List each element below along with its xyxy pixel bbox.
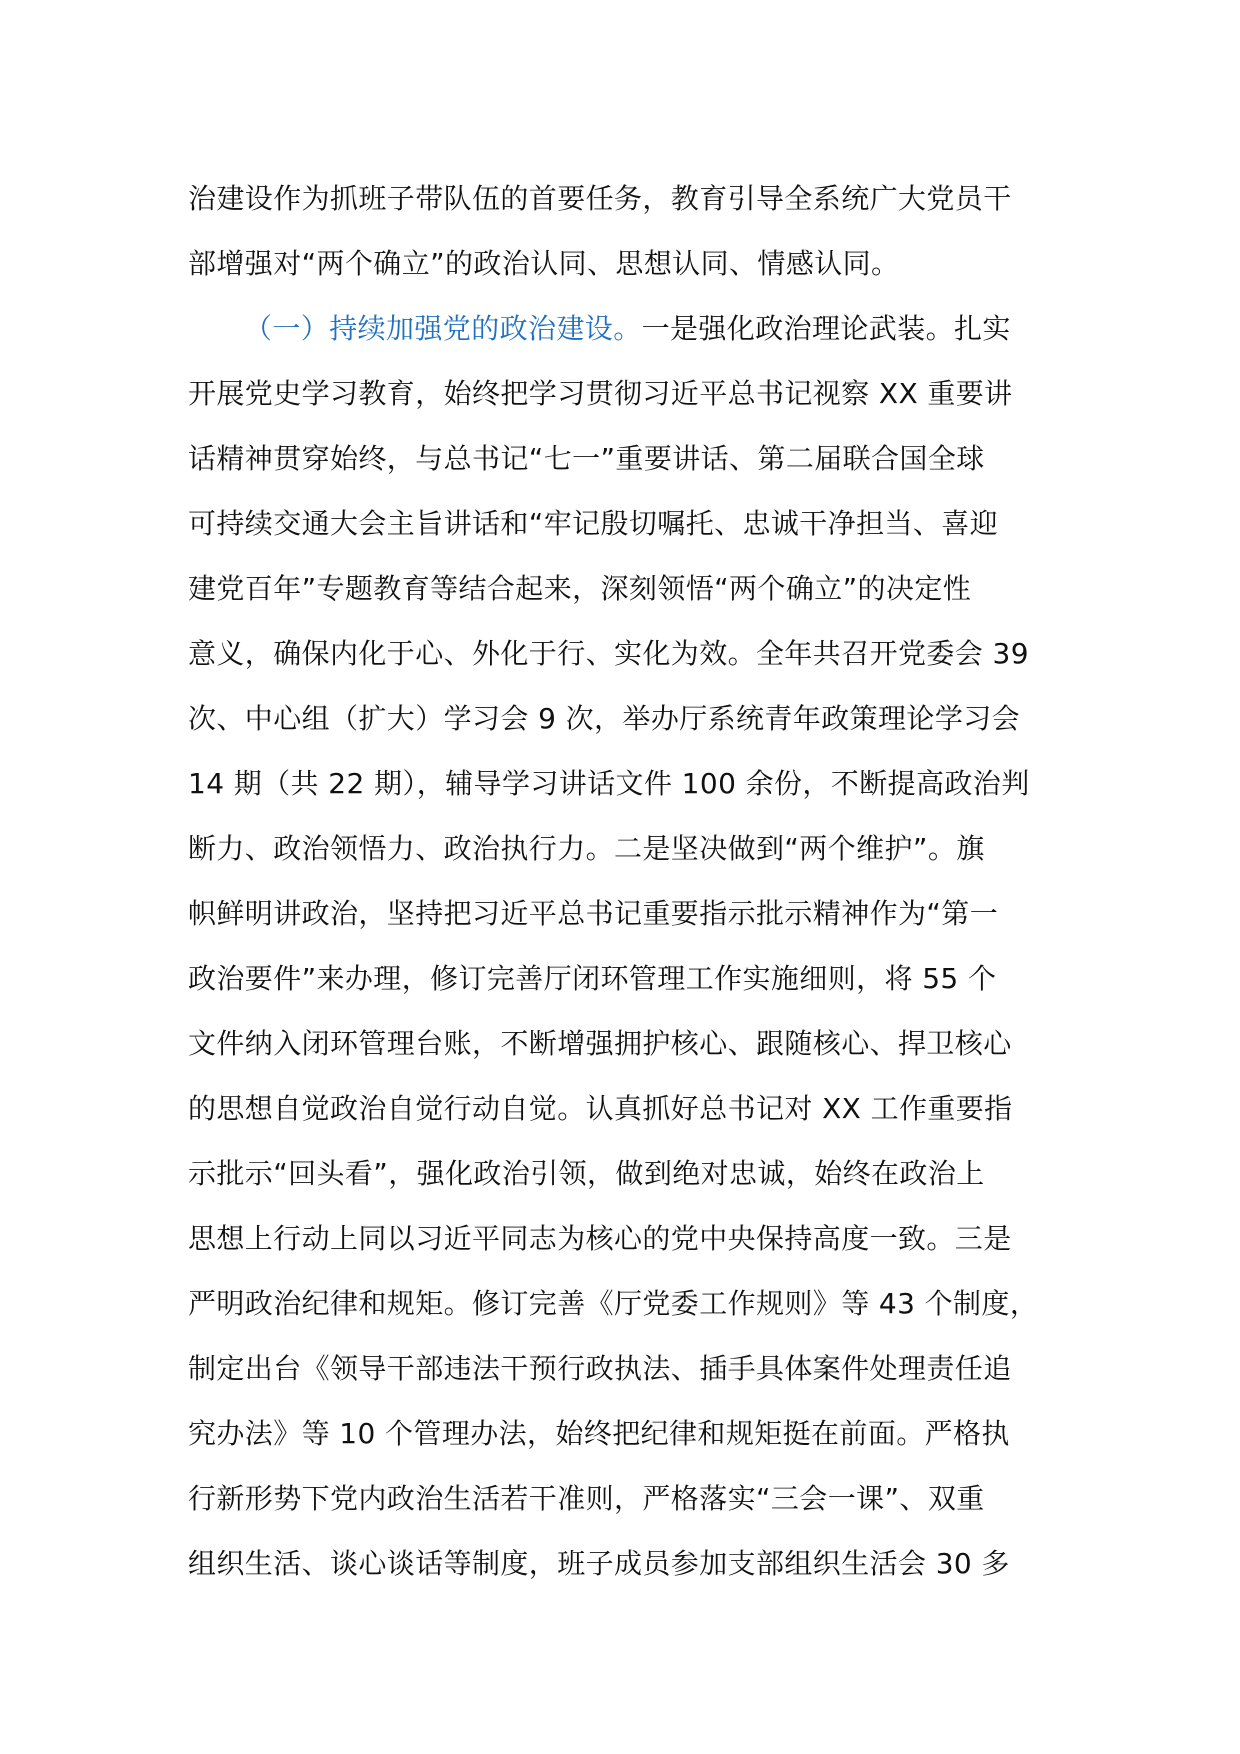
text-line-7: 建党百年”专题教育等结合起来，深刻领悟“两个确立”的决定性 <box>188 572 972 605</box>
text-line-6: 可持续交通大会主旨讲话和“牢记殷切嘱托、忠诚干净担当、喜迎 <box>188 507 999 540</box>
text-line-18: 严明政治纪律和规矩。修订完善《厅党委工作规则》等 43 个制度， <box>188 1287 1039 1320</box>
text-line-15: 的思想自觉政治自觉行动自觉。认真抓好总书记对 XX 工作重要指 <box>188 1092 1013 1125</box>
section-heading-line <box>188 296 1088 361</box>
text-line-1: 治建设作为抓班子带队伍的首要任务，教育引导全系统广大党员干 <box>188 182 1012 215</box>
text-line-17: 思想上行动上同以习近平同志为核心的党中央保持高度一致。三是 <box>188 1222 1012 1255</box>
text-line-8: 意义，确保内化于心、外化于行、实化为效。全年共召开党委会 39 <box>188 637 1029 670</box>
text-line-20: 究办法》等 10 个管理办法，始终把纪律和规矩挺在前面。严格执 <box>188 1417 1010 1450</box>
text-line-16: 示批示“回头看”，强化政治引领，做到绝对忠诚，始终在政治上 <box>188 1157 985 1190</box>
text-line-5: 话精神贯穿始终，与总书记“七一”重要讲话、第二届联合国全球 <box>188 442 985 475</box>
text-line-13: 政治要件”来办理，修订完善厅闭环管理工作实施细则，将 55 个 <box>188 962 997 995</box>
text-line-9: 次、中心组（扩大）学习会 9 次，举办厅系统青年政策理论学习会 <box>188 702 1021 735</box>
text-line-21: 行新形势下党内政治生活若干准则，严格落实“三会一课”、双重 <box>188 1482 985 1515</box>
text-line-11: 断力、政治领悟力、政治执行力。二是坚决做到“两个维护”。旗 <box>188 832 985 865</box>
section-heading-rest: 一是强化政治理论武装。扎实 <box>641 312 1011 345</box>
text-line-10: 14 期（共 22 期），辅导学习讲话文件 100 余份，不断提高政治判 <box>188 767 1030 800</box>
text-line-19: 制定出台《领导干部违法干预行政执法、插手具体案件处理责任追 <box>188 1352 1012 1385</box>
document-body <box>188 166 1088 1596</box>
text-line-2: 部增强对“两个确立”的政治认同、思想认同、情感认同。 <box>188 247 900 280</box>
text-line-4: 开展党史学习教育，始终把学习贯彻习近平总书记视察 XX 重要讲 <box>188 377 1013 410</box>
text-line-22: 组织生活、谈心谈话等制度，班子成员参加支部组织生活会 30 多 <box>188 1547 1010 1580</box>
text-line-14: 文件纳入闭环管理台账，不断增强拥护核心、跟随核心、捍卫核心 <box>188 1027 1012 1060</box>
text-line-12: 帜鲜明讲政治，坚持把习近平总书记重要指示批示精神作为“第一 <box>188 897 999 930</box>
section-heading: （一）持续加强党的政治建设。 <box>244 312 642 345</box>
